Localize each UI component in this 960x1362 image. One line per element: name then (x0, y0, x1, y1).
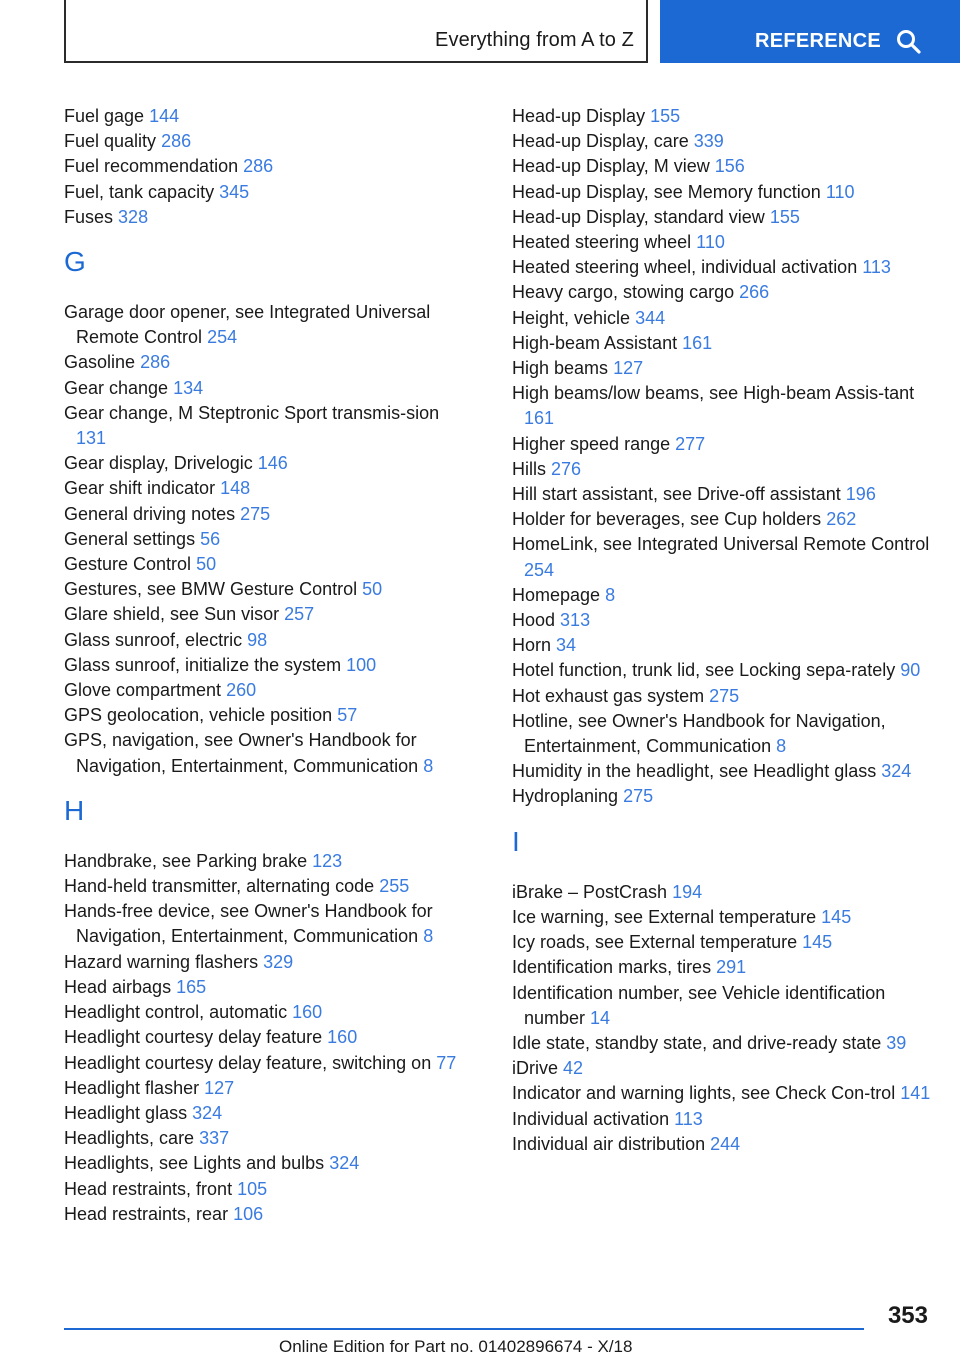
index-entry (512, 129, 932, 154)
index-entry (512, 154, 932, 179)
index-entry (64, 350, 464, 375)
page-reference-link[interactable]: 8 (605, 584, 616, 605)
index-entry (64, 300, 464, 350)
index-entry-text: Humidity in the headlight, see Headlight glass (512, 761, 877, 782)
index-entry (512, 432, 932, 457)
index-entry-text: Holder for beverages, see Cup holders (512, 509, 822, 530)
footer-divider (64, 1328, 864, 1330)
index-entry-text: Heavy cargo, stowing cargo (512, 282, 735, 303)
index-letter-heading: H (64, 794, 85, 826)
page-reference-link[interactable]: 196 (845, 484, 876, 505)
index-entry (64, 1177, 464, 1202)
index-entry-text: Gear shift indicator (64, 478, 216, 499)
index-entry-text: Fuel recommendation (64, 156, 239, 177)
index-entry-text: Headlight courtesy delay feature (64, 1027, 323, 1048)
index-entry (64, 1076, 464, 1101)
index-entry-text: Fuel, tank capacity (64, 181, 215, 202)
page-reference-link[interactable]: 145 (821, 906, 852, 927)
index-entry (512, 457, 932, 482)
page-reference-link[interactable]: 98 (247, 629, 268, 650)
index-entry-text: High beams/low beams, see High-beam Assis‐tant (512, 383, 915, 404)
page-reference-link[interactable]: 100 (346, 654, 377, 675)
search-icon[interactable] (896, 29, 922, 55)
page-reference-link[interactable]: 275 (709, 685, 740, 706)
index-entry (512, 583, 932, 608)
page-reference-link[interactable]: 42 (563, 1058, 584, 1079)
page-reference-link[interactable]: 161 (682, 332, 713, 353)
index-entry-text: GPS geolocation, vehicle position (64, 705, 333, 726)
page-reference-link[interactable]: 260 (226, 680, 257, 701)
index-entry-text: Headlight control, automatic (64, 1002, 288, 1023)
index-entry-text: Head airbags (64, 976, 172, 997)
page-reference-link[interactable]: 160 (327, 1027, 358, 1048)
index-entry-text: High-beam Assistant (512, 332, 678, 353)
index-entry-text: Hotline, see Owner's Handbook for Navigation, Entertainment, Communication (512, 710, 886, 757)
index-entry-text: Hotel function, trunk lid, see Locking sepa‐rately (512, 660, 896, 681)
page-reference-link[interactable]: 324 (192, 1102, 223, 1123)
index-entry (64, 502, 464, 527)
index-entry-text: Handbrake, see Parking brake (64, 850, 308, 871)
page-reference-link[interactable]: 254 (524, 559, 555, 580)
index-entry-text: Hands-free device, see Owner's Handbook for Navigation, Entertainment, Communication (64, 901, 433, 947)
index-entry-text: Gear change (64, 377, 169, 398)
edition-footer: Online Edition for Part no. 01402896674 - X/18 (279, 1337, 633, 1356)
page-reference-link[interactable]: 329 (263, 951, 294, 972)
index-column-left (64, 104, 464, 1227)
index-entry-text: Glass sunroof, electric (64, 629, 243, 650)
index-entry (512, 784, 932, 809)
page-reference-link[interactable]: 131 (76, 428, 107, 449)
index-entry-text: Hill start assistant, see Drive-off assistant (512, 484, 841, 505)
index-entry (512, 1031, 932, 1056)
index-entry (512, 930, 932, 955)
index-entry-text: Indicator and warning lights, see Check Con‐trol (512, 1083, 896, 1104)
index-entry (64, 451, 464, 476)
page-reference-link[interactable]: 106 (233, 1203, 264, 1224)
index-entry-text: Head-up Display, standard view (512, 206, 765, 227)
index-entry-text: Heated steering wheel (512, 232, 692, 253)
index-entry (64, 129, 464, 154)
page-reference-link[interactable]: 113 (674, 1108, 703, 1129)
index-entry (512, 306, 932, 331)
index-entry-text: Idle state, standby state, and drive-ready state (512, 1032, 882, 1053)
page-reference-link[interactable]: 56 (200, 528, 221, 549)
page-reference-link[interactable]: 277 (675, 433, 706, 454)
index-entry (512, 532, 932, 582)
index-entry-text: Glare shield, see Sun visor (64, 604, 280, 625)
index-entry (64, 703, 464, 728)
index-entry (512, 1056, 932, 1081)
index-entry (512, 356, 932, 381)
index-entry (64, 849, 464, 874)
index-entry-text: Height, vehicle (512, 307, 631, 328)
index-entry-text: Head restraints, rear (64, 1203, 229, 1224)
page-reference-link[interactable]: 255 (379, 876, 410, 897)
index-entry-text: Head-up Display, M view (512, 156, 710, 177)
index-entry-text: Gesture Control (64, 554, 192, 575)
page-reference-link[interactable]: 254 (207, 327, 238, 348)
page-reference-link[interactable]: 339 (693, 131, 724, 152)
index-entry (512, 104, 932, 129)
index-entry-text: Headlight flasher (64, 1077, 200, 1098)
index-entry-text: Hand-held transmitter, alternating code (64, 876, 375, 897)
index-entry-text: Individual air distribution (512, 1133, 706, 1154)
index-entry-text: Fuel gage (64, 106, 145, 126)
index-entry-text: General settings (64, 528, 196, 549)
index-entry (64, 154, 464, 179)
page-reference-link[interactable]: 144 (149, 106, 180, 126)
index-entry (512, 180, 932, 205)
index-entry-text: GPS, navigation, see Owner's Handbook for Navigation, Entertainment, Communication (64, 730, 419, 776)
index-entry (64, 205, 464, 230)
index-entry (64, 401, 464, 451)
page-reference-link[interactable]: 344 (635, 307, 666, 328)
page-reference-link[interactable]: 276 (551, 458, 582, 479)
page-reference-link[interactable]: 57 (337, 705, 358, 726)
page-reference-link[interactable]: 50 (196, 554, 217, 575)
index-entry-text: Headlights, care (64, 1128, 195, 1149)
page-reference-link[interactable]: 110 (696, 232, 725, 253)
index-entry (512, 955, 932, 980)
chapter-title: Everything from A to Z (435, 29, 634, 51)
index-entry-text: High beams (512, 358, 609, 379)
index-entry (512, 608, 932, 633)
index-entry-text: Headlights, see Lights and bulbs (64, 1153, 325, 1174)
page-reference-link[interactable]: 324 (329, 1153, 360, 1174)
index-entry (512, 482, 932, 507)
index-entry (512, 255, 932, 280)
index-entry-text: Icy roads, see External temperature (512, 932, 798, 953)
index-entry-text: Garage door opener, see Integrated Universal Remote Control (64, 302, 431, 348)
index-entry-text: Individual activation (512, 1108, 670, 1129)
index-entry (64, 1051, 464, 1076)
index-entry (64, 899, 464, 949)
index-entry (64, 552, 464, 577)
index-letter-heading: I (512, 825, 520, 857)
index-entry (512, 905, 932, 930)
page-reference-link[interactable]: 8 (423, 926, 434, 947)
index-entry (512, 205, 932, 230)
index-entry-text: Hot exhaust gas system (512, 685, 705, 706)
index-entry (512, 381, 932, 431)
index-entry (512, 1132, 932, 1157)
page-reference-link[interactable]: 14 (590, 1007, 611, 1028)
index-entry (64, 1126, 464, 1151)
page-reference-link[interactable]: 291 (716, 957, 747, 978)
index-entry-text: Hood (512, 610, 556, 631)
page-reference-link[interactable]: 39 (886, 1032, 907, 1053)
index-entry (64, 376, 464, 401)
index-letter-heading: G (64, 246, 86, 278)
page-reference-link[interactable]: 145 (802, 932, 833, 953)
page-reference-link[interactable]: 146 (257, 453, 288, 474)
index-column-right (512, 104, 932, 1157)
index-entry (512, 280, 932, 305)
index-entry-text: General driving notes (64, 503, 236, 524)
index-entry (64, 602, 464, 627)
index-entry (64, 678, 464, 703)
index-entry (64, 180, 464, 205)
page-reference-link[interactable]: 156 (714, 156, 745, 177)
index-entry (64, 476, 464, 501)
page-reference-link[interactable]: 194 (672, 881, 703, 902)
page-reference-link[interactable]: 275 (623, 786, 654, 807)
index-entry (64, 628, 464, 653)
index-entry (64, 527, 464, 552)
index-entry-text: iDrive (512, 1058, 559, 1079)
index-entry-text: Identification marks, tires (512, 957, 712, 978)
page-reference-link[interactable]: 257 (284, 604, 315, 625)
index-entry-text: Head-up Display, care (512, 131, 689, 152)
page-reference-link[interactable]: 275 (240, 503, 271, 524)
index-entry (512, 880, 932, 905)
reference-tab[interactable] (660, 0, 960, 63)
index-entry-text: Headlight glass (64, 1102, 188, 1123)
index-entry (64, 975, 464, 1000)
index-entry (64, 1000, 464, 1025)
page-reference-link[interactable]: 148 (220, 478, 251, 499)
index-entry-text: Heated steering wheel, individual activation (512, 257, 858, 278)
index-entry (64, 577, 464, 602)
index-entry-text: Headlight courtesy delay feature, switching on (64, 1052, 432, 1073)
index-entry (64, 1025, 464, 1050)
index-entry (64, 950, 464, 975)
index-entry (64, 104, 464, 129)
page-reference-link[interactable]: 286 (243, 156, 274, 177)
index-entry-text: Glove compartment (64, 680, 222, 701)
index-entry (64, 874, 464, 899)
index-entry-text: Higher speed range (512, 433, 671, 454)
page-reference-link[interactable]: 127 (204, 1077, 235, 1098)
index-entry (64, 1202, 464, 1227)
index-entry (64, 653, 464, 678)
index-entry-text: Horn (512, 635, 552, 656)
index-entry (512, 981, 932, 1031)
page-reference-link[interactable]: 110 (825, 181, 855, 202)
index-entry (64, 1151, 464, 1176)
page-reference-link[interactable]: 328 (118, 206, 149, 227)
index-entry (512, 633, 932, 658)
page-reference-link[interactable]: 160 (292, 1002, 323, 1023)
page-reference-link[interactable]: 266 (739, 282, 770, 303)
index-entry-text: Hills (512, 458, 546, 479)
index-entry (64, 728, 464, 778)
index-entry-text: Gear change, M Steptronic Sport transmis‐sion (64, 402, 440, 423)
index-entry-text: iBrake – PostCrash (512, 881, 668, 902)
index-entry-text: Glass sunroof, initialize the system (64, 654, 342, 675)
reference-label: REFERENCE (755, 30, 882, 52)
page-reference-link[interactable]: 165 (176, 976, 207, 997)
index-entry (512, 1081, 932, 1106)
header-title-box (64, 0, 648, 63)
index-entry-text: Gear display, Drivelogic (64, 453, 253, 474)
index-entry (512, 507, 932, 532)
page-reference-link[interactable]: 155 (769, 206, 800, 227)
index-entry-text: HomeLink, see Integrated Universal Remote Control (512, 534, 930, 555)
index-entry (512, 658, 932, 683)
index-entry-text: Identification number, see Vehicle identification number (512, 982, 886, 1028)
page-reference-link[interactable]: 286 (140, 352, 171, 373)
page-reference-link[interactable]: 286 (161, 131, 192, 152)
page-reference-link[interactable]: 105 (237, 1178, 268, 1199)
index-entry (64, 1101, 464, 1126)
index-entry-text: Gasoline (64, 352, 136, 373)
page-reference-link[interactable]: 337 (199, 1128, 230, 1149)
page-reference-link[interactable]: 313 (560, 610, 591, 631)
index-entry-text: Head restraints, front (64, 1178, 233, 1199)
page-reference-link[interactable]: 8 (423, 755, 434, 776)
index-entry-text: Fuses (64, 206, 114, 227)
index-entry (512, 684, 932, 709)
index-entry (512, 759, 932, 784)
page-reference-link[interactable]: 141 (900, 1083, 931, 1104)
page-number: 353 (887, 1302, 928, 1329)
index-entry-text: Head-up Display, see Memory function (512, 181, 821, 202)
index-entry (512, 230, 932, 255)
index-entry-text: Ice warning, see External temperature (512, 906, 817, 927)
index-entry (512, 709, 932, 759)
page-reference-link[interactable]: 345 (219, 181, 250, 202)
index-entry (512, 331, 932, 356)
page-reference-link[interactable]: 161 (524, 408, 555, 429)
page-reference-link[interactable]: 50 (362, 579, 383, 600)
index-entry-text: Fuel quality (64, 131, 157, 152)
page-reference-link[interactable]: 77 (436, 1052, 457, 1073)
page-reference-link[interactable]: 324 (881, 761, 912, 782)
page-reference-link[interactable]: 155 (650, 106, 681, 126)
page-reference-link[interactable]: 90 (900, 660, 921, 681)
index-entry-text: Gestures, see BMW Gesture Control (64, 579, 358, 600)
page-reference-link[interactable]: 244 (710, 1133, 741, 1154)
page-reference-link[interactable]: 123 (312, 850, 343, 871)
index-entry-text: Hydroplaning (512, 786, 619, 807)
page-reference-link[interactable]: 134 (173, 377, 204, 398)
index-entry-text: Homepage (512, 584, 601, 605)
page-reference-link[interactable]: 127 (613, 358, 644, 379)
page-reference-link[interactable]: 34 (556, 635, 577, 656)
index-entry (512, 1107, 932, 1132)
page-reference-link[interactable]: 262 (826, 509, 857, 530)
page-reference-link[interactable]: 113 (862, 257, 891, 278)
page-reference-link[interactable]: 8 (776, 736, 787, 757)
index-entry-text: Hazard warning flashers (64, 951, 259, 972)
index-entry-text: Head-up Display (512, 106, 646, 126)
